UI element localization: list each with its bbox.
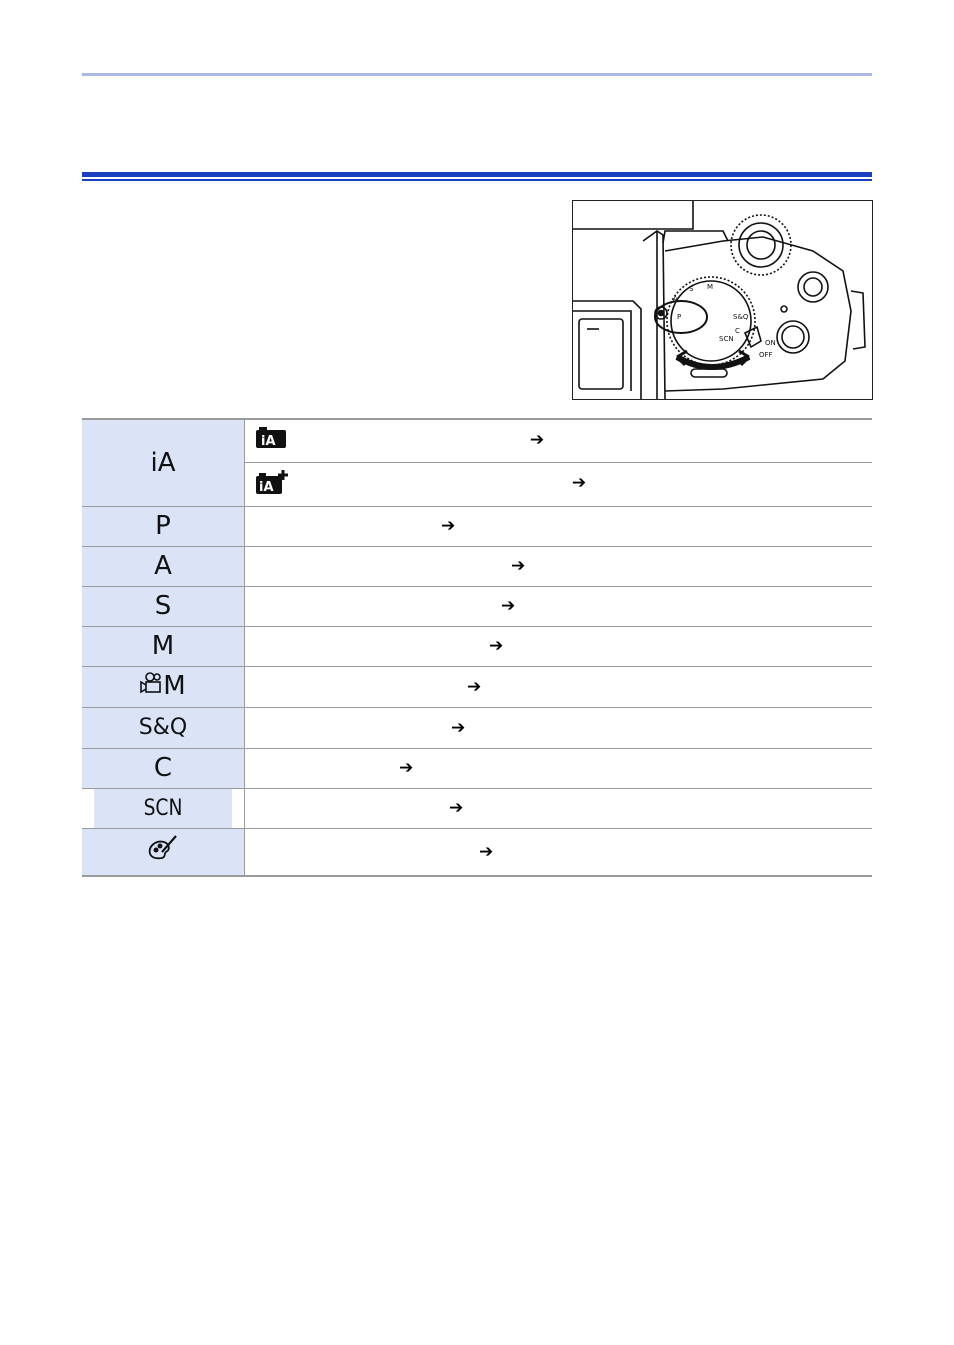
mode-movie-m-desc bbox=[245, 666, 873, 707]
section-title-rule bbox=[82, 172, 872, 177]
dial-label-scn: SCN bbox=[719, 335, 734, 343]
link-arrow-icon[interactable]: ➔ bbox=[479, 841, 494, 862]
mode-creative bbox=[82, 828, 245, 876]
svg-text:iA: iA bbox=[259, 479, 274, 495]
link-arrow-icon[interactable]: ➔ bbox=[467, 676, 482, 697]
recording-mode-table bbox=[82, 418, 872, 877]
creative-palette-icon bbox=[146, 834, 180, 869]
dial-label-s: S bbox=[689, 285, 694, 293]
mode-a: A bbox=[82, 546, 245, 586]
mode-s: S bbox=[82, 586, 245, 626]
section-title-rule-thin bbox=[82, 179, 872, 181]
mode-ia-sub-2 bbox=[245, 462, 873, 506]
mode-movie-m bbox=[82, 666, 245, 707]
dial-label-m: M bbox=[707, 283, 714, 291]
mode-p-desc bbox=[245, 506, 873, 546]
link-arrow-icon[interactable]: ➔ bbox=[441, 516, 456, 536]
mode-movie-m-label: M bbox=[163, 671, 186, 701]
switch-label-off: OFF bbox=[759, 351, 773, 359]
movie-camera-icon bbox=[140, 671, 162, 702]
link-arrow-icon[interactable]: ➔ bbox=[571, 473, 587, 494]
table-row-ia-1 bbox=[82, 419, 872, 462]
link-arrow-icon[interactable]: ➔ bbox=[511, 556, 526, 576]
dial-label-p: P bbox=[677, 313, 682, 321]
mode-sq-desc bbox=[245, 707, 873, 748]
mode-scn-desc bbox=[245, 788, 873, 828]
dial-label-c: C bbox=[735, 327, 740, 335]
link-arrow-icon[interactable]: ➔ bbox=[501, 596, 516, 616]
mode-m: M bbox=[82, 626, 245, 666]
svg-text:iA: iA bbox=[261, 434, 276, 450]
link-arrow-icon[interactable]: ➔ bbox=[451, 717, 466, 738]
table-row-sq bbox=[82, 707, 872, 748]
link-arrow-icon[interactable]: ➔ bbox=[449, 798, 464, 818]
link-arrow-icon[interactable]: ➔ bbox=[399, 758, 414, 778]
table-row-m bbox=[82, 626, 872, 666]
table-row-scn bbox=[82, 788, 872, 828]
table-row-c bbox=[82, 748, 872, 788]
mode-ia-sub-1 bbox=[245, 419, 873, 462]
camera-mode-dial-illustration bbox=[572, 200, 873, 400]
table-row-a bbox=[82, 546, 872, 586]
dial-label-a: A bbox=[673, 295, 678, 303]
mode-scn: SCN bbox=[94, 788, 232, 828]
mode-creative-desc bbox=[245, 828, 873, 876]
mode-p: P bbox=[82, 506, 245, 546]
mode-m-desc bbox=[245, 626, 873, 666]
link-arrow-icon[interactable]: ➔ bbox=[529, 429, 545, 450]
mode-ia: iA bbox=[82, 419, 245, 506]
mode-s-desc bbox=[245, 586, 873, 626]
switch-label-on: ON bbox=[765, 339, 776, 347]
mode-c: C bbox=[82, 748, 245, 788]
table-row-movie-m bbox=[82, 666, 872, 707]
intelligent-auto-plus-icon bbox=[255, 469, 289, 500]
table-row-creative bbox=[82, 828, 872, 876]
mode-c-desc bbox=[245, 748, 873, 788]
header-rule bbox=[82, 73, 872, 76]
table-row-s bbox=[82, 586, 872, 626]
dial-label-sq: S&Q bbox=[733, 313, 749, 321]
intelligent-auto-icon bbox=[255, 427, 287, 454]
link-arrow-icon[interactable]: ➔ bbox=[489, 636, 504, 656]
mode-a-desc bbox=[245, 546, 873, 586]
mode-sq: S&Q bbox=[82, 707, 245, 748]
table-row-p bbox=[82, 506, 872, 546]
